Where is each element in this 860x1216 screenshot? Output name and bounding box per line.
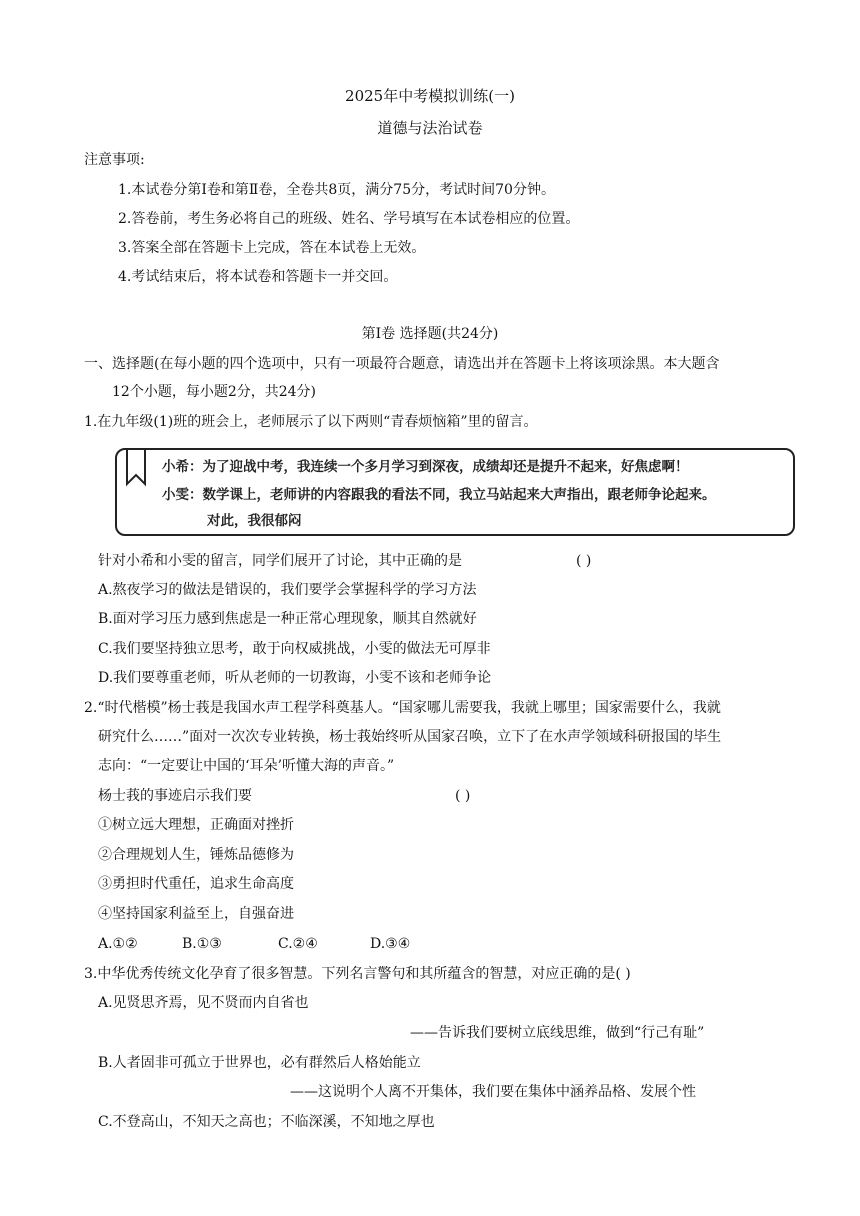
bookmark-icon: [125, 448, 147, 488]
q3-option-a-note: ——告诉我们要树立底线思维，做到“行己有耻”: [410, 1025, 705, 1041]
notice-item: 1.本试卷分第Ⅰ卷和第Ⅱ卷，全卷共8页，满分75分，考试时间70分钟。: [118, 182, 555, 198]
message-xiaowen-cont: 对此，我很郁闷: [207, 513, 302, 529]
q2-stem-cont: 志向：“一定要让中国的‘耳朵’听懂大海的声音。”: [98, 758, 395, 774]
q1-option-c: C.我们要坚持独立思考，敢于向权威挑战，小雯的做法无可厚非: [98, 641, 491, 657]
q1-prompt: 针对小希和小雯的留言，同学们展开了讨论，其中正确的是: [98, 553, 462, 569]
notice-heading: 注意事项:: [84, 152, 145, 168]
q2-item: ③勇担时代重任，追求生命高度: [98, 876, 294, 892]
notice-item: 4.考试结束后，将本试卷和答题卡一并交回。: [118, 269, 398, 285]
q3-option-c: C.不登高山，不知天之高也；不临深溪，不知地之厚也: [98, 1114, 435, 1130]
exam-subtitle: 道德与法治试卷: [377, 119, 483, 137]
part1-instruction: 一、选择题(在每小题的四个选项中，只有一项最符合题意，请选出并在答题卡上将该项涂黑。本大题含: [84, 356, 720, 372]
q2-item: ①树立远大理想，正确面对挫折: [98, 817, 294, 833]
notice-item: 3.答案全部在答题卡上完成，答在本试卷上无效。: [118, 240, 426, 256]
part1-heading: 第Ⅰ卷 选择题(共24分): [361, 326, 499, 342]
q1-option-d: D.我们要尊重老师，听从老师的一切教诲，小雯不该和老师争论: [98, 670, 492, 686]
q1-stem: 1.在九年级(1)班的班会上，老师展示了以下两则“青春烦恼箱”里的留言。: [84, 414, 538, 430]
part1-instruction-cont: 12个小题，每小题2分，共24分): [112, 384, 316, 400]
message-box: [115, 448, 795, 536]
q1-option-a: A.熬夜学习的做法是错误的，我们要学会掌握科学的学习方法: [98, 582, 477, 598]
q2-stem: 2.“时代楷模”杨士莪是我国水声工程学科奠基人。“国家哪儿需要我，我就上哪里；国家需要什么，我就: [84, 700, 721, 716]
q2-item: ④坚持国家利益至上，自强奋进: [98, 906, 294, 922]
q1-answer-bracket: ( ): [576, 553, 592, 569]
q1-option-b: B.面对学习压力感到焦虑是一种正常心理现象，顺其自然就好: [98, 611, 477, 627]
notice-item: 2.答卷前，考生务必将自己的班级、姓名、学号填写在本试卷相应的位置。: [118, 211, 580, 227]
q2-item: ②合理规划人生，锤炼品德修为: [98, 847, 294, 863]
message-xiaoxi: 小希：为了迎战中考，我连续一个多月学习到深夜，成绩却还是提升不起来，好焦虑啊！: [162, 459, 689, 475]
q3-option-b: B.人者固非可孤立于世界也，必有群然后人格始能立: [98, 1055, 421, 1071]
q3-option-b-note: ——这说明个人离不开集体，我们要在集体中涵养品格、发展个性: [290, 1084, 696, 1100]
q2-answer-bracket: ( ): [455, 788, 471, 804]
q2-option-a: A.①②: [98, 936, 138, 952]
q3-option-a: A.见贤思齐焉，见不贤而内自省也: [98, 995, 309, 1011]
q3-stem: 3.中华优秀传统文化孕育了很多智慧。下列名言警句和其所蕴含的智慧，对应正确的是( ): [84, 966, 631, 982]
q2-option-c: C.②④: [278, 936, 318, 952]
q2-prompt: 杨士莪的事迹启示我们要: [98, 788, 252, 804]
exam-title: 2025年中考模拟训练(一): [345, 87, 515, 105]
q2-option-d: D.③④: [370, 936, 411, 952]
q2-stem-cont: 研究什么……”面对一次次专业转换，杨士莪始终听从国家召唤，立下了在水声学领域科研报国的毕生: [98, 729, 722, 745]
message-xiaowen: 小雯：数学课上，老师讲的内容跟我的看法不同，我立马站起来大声指出，跟老师争论起来。: [162, 487, 716, 503]
q2-option-b: B.①③: [182, 936, 222, 952]
